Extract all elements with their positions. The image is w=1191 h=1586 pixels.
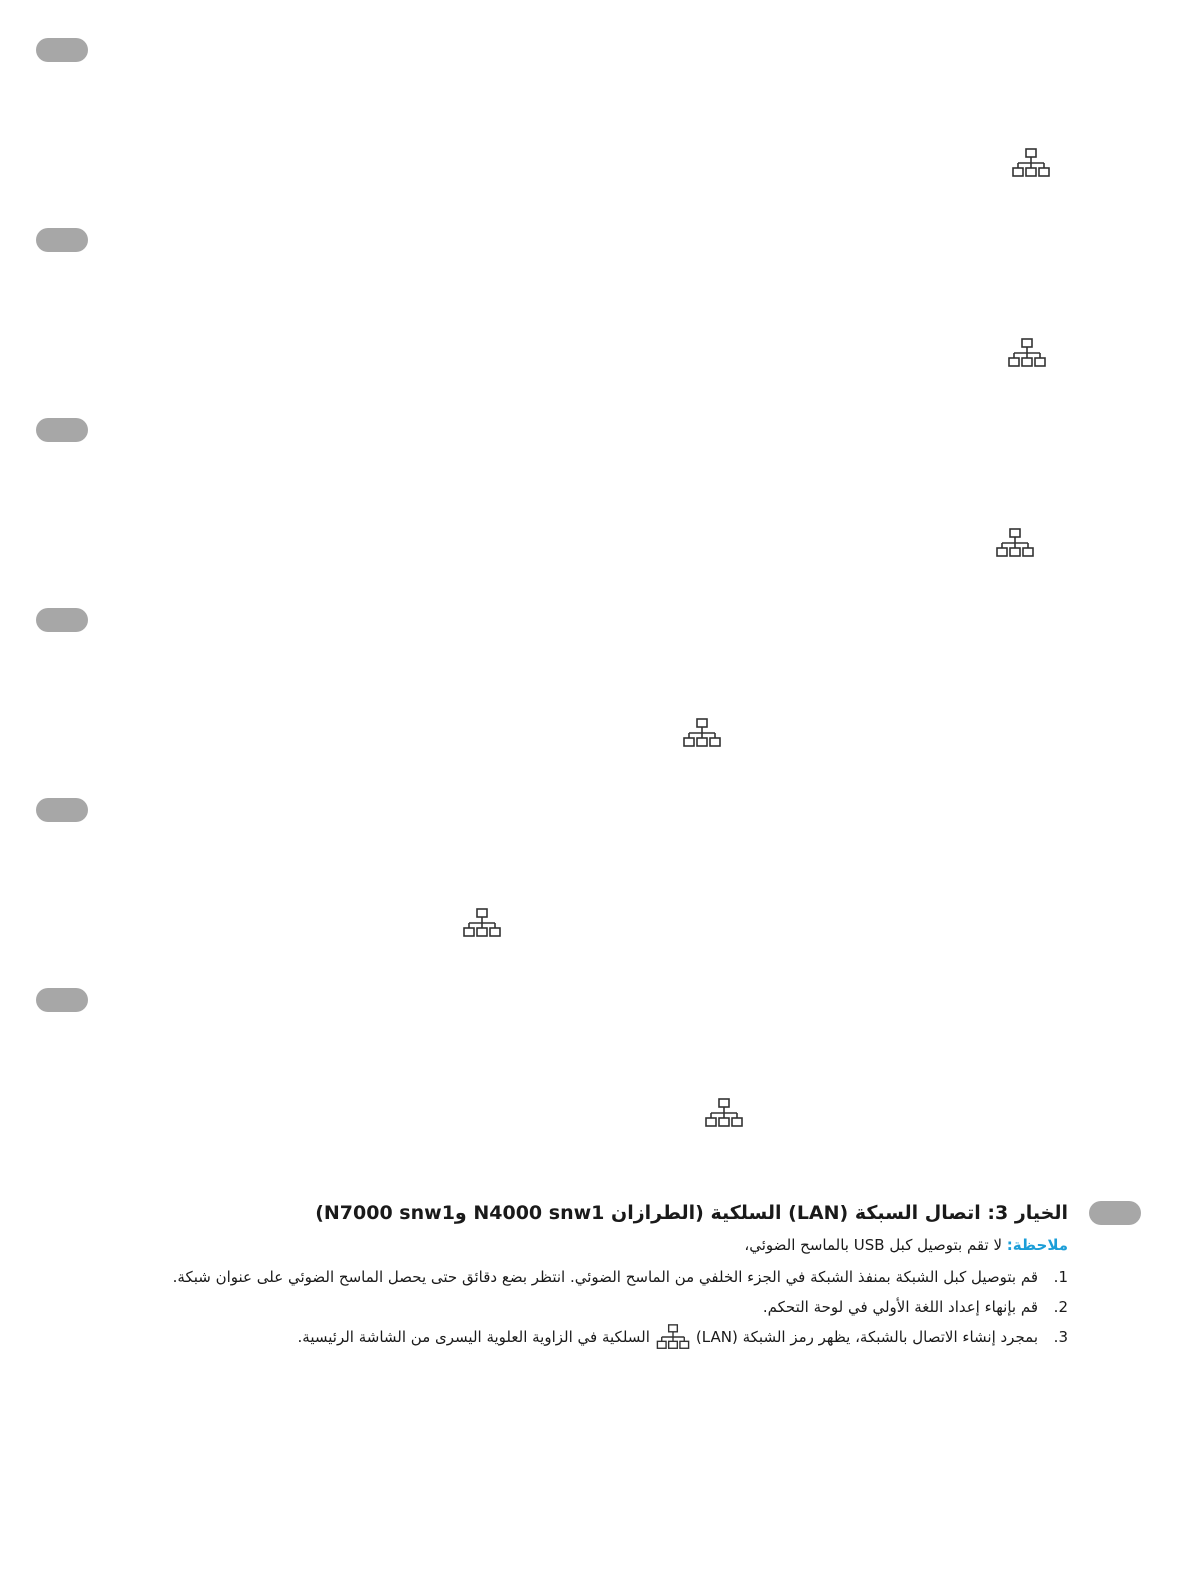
section-marker-pill: [1089, 1201, 1141, 1225]
step-text-before: بمجرد إنشاء الاتصال بالشبكة، يظهر رمز الشبكة (LAN): [695, 1328, 1038, 1346]
network-lan-icon: [1008, 338, 1046, 368]
network-lan-icon: [683, 718, 721, 748]
section-title: الخيار 3: اتصال السبكة (LAN) السلكية (الطرازان N4000 snw1 وN7000 snw1): [315, 1202, 1068, 1224]
steps-list: [58, 1262, 1068, 1352]
section-marker-pill: [36, 798, 88, 822]
section-marker-pill: [36, 608, 88, 632]
network-lan-icon: [463, 908, 501, 938]
list-item: [58, 1262, 1068, 1292]
note: [168, 1233, 1068, 1257]
section-marker-pill: [36, 228, 88, 252]
note-label: ملاحظة:: [1006, 1236, 1068, 1254]
step-text: قم بتوصيل كبل الشبكة بمنفذ الشبكة في الجزء الخلفي من الماسح الضوئي. انتظر بضع دقائق حتى يحصل الماسح الضوئي على عنوان شبكة.: [172, 1268, 1038, 1286]
step-number: 2.: [1053, 1298, 1068, 1316]
list-item: [58, 1322, 1068, 1352]
network-lan-icon: [705, 1098, 743, 1128]
step-number: 1.: [1053, 1268, 1068, 1286]
step-number: 3.: [1053, 1328, 1068, 1346]
list-item: [58, 1292, 1068, 1322]
network-lan-icon: [1012, 148, 1050, 178]
note-text: لا تقم بتوصيل كبل USB بالماسح الضوئي،: [744, 1236, 1007, 1254]
section-marker-pill: [36, 988, 88, 1012]
section-marker-pill: [36, 418, 88, 442]
step-text-after: السلكية في الزاوية العلوية اليسرى من الشاشة الرئيسية.: [297, 1328, 650, 1346]
section-marker-pill: [36, 38, 88, 62]
network-lan-icon: [996, 528, 1034, 558]
network-lan-icon: [654, 1324, 692, 1350]
step-text: قم بإنهاء إعداد اللغة الأولي في لوحة التحكم.: [762, 1298, 1038, 1316]
